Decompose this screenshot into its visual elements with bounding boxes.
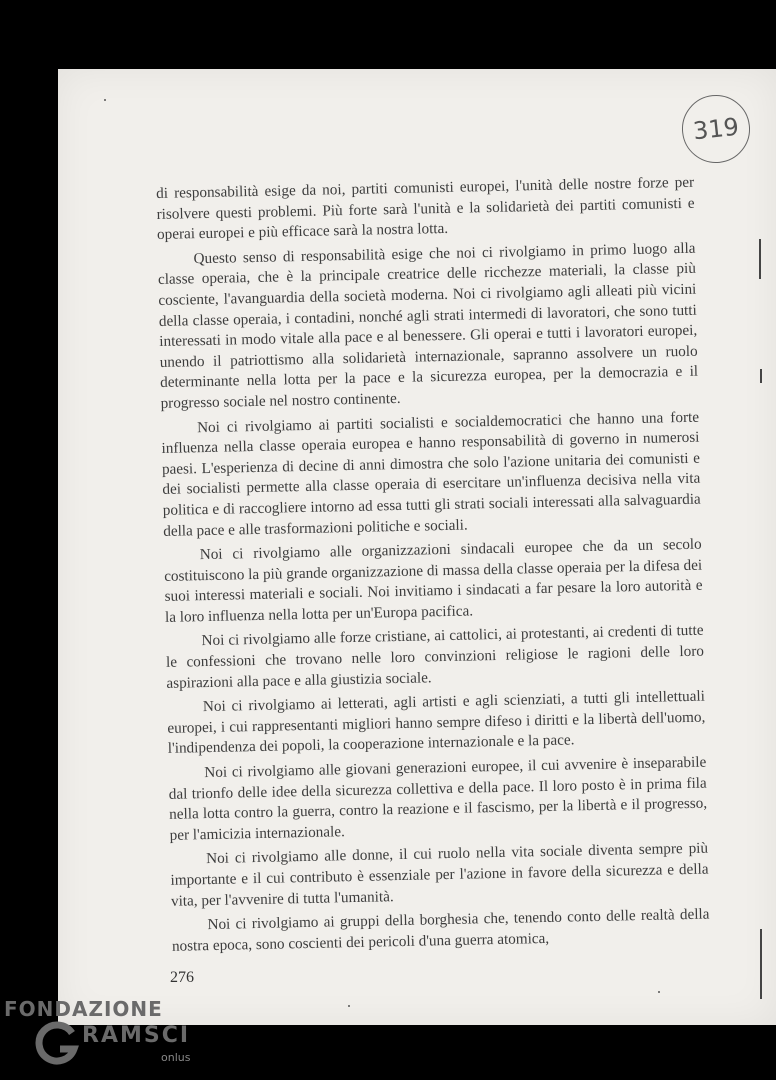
document-page: [58, 69, 776, 1025]
watermark-line1: FONDAZIONE: [4, 997, 163, 1021]
right-edge-mark: [760, 369, 762, 383]
stamp-number: 319: [691, 112, 741, 146]
archive-stamp: [679, 92, 754, 167]
paragraph: Noi ci rivolgiamo alle forze cristiane, ai cattolici, ai protestanti, ai credenti di tutte le confessioni che trovano nelle loro convinzioni religiose le ragioni delle loro aspirazioni alla pace e alla giustizia sociale.: [165, 622, 705, 692]
paragraph: Noi ci rivolgiamo alle giovani generazioni europee, il cui avvenire è inseparabile dal trionfo delle idee della sicurezza collettiva e della pace. Il loro posto è in prima fila nella lotta contro la guerra, contro la reazione e il fascismo, per la libertà e il progresso, per l'amicizia internazionale.: [168, 753, 708, 844]
paragraph: Noi ci rivolgiamo ai letterati, agli artisti e agli scienziati, a tutti gli intellettuali europei, i cui rappresentanti migliori hanno sempre difeso i diritti e la libertà dell'uomo, l'indipendenza dei popoli, la cooperazione internazionale e la pace.: [167, 687, 706, 758]
watermark-suffix: onlus: [161, 1051, 191, 1064]
paragraph: Questo senso di responsabilità esige che noi ci rivolgiamo in primo luogo alla classe operaia, che è la principale creatrice delle ricchezze materiali, la classe più cosciente, l'avanguardia della società moderna. Noi ci rivolgiamo agli alleati più vicini della classe operaia, i contadini, nonché agli strati intermedi di lavoratori, che sono tutti interessati in modo vitale alla pace e al benessere. Gli operai e tutti i lavoratori europei, unendo il patriottismo alla solidarietà internazionale, sapranno assolvere un ruolo determinante nella lotta per la pace e la sicurezza europea, per la democrazia e il progresso sociale nel nostro continente.: [157, 239, 699, 412]
right-edge-mark: [759, 239, 761, 279]
speck: [658, 991, 660, 993]
paragraph: Noi ci rivolgiamo ai partiti socialisti e socialdemocratici che hanno una forte influenza nella classe operaia europea e hanno responsabilità di governo in numerosi paesi. L'esperienza di decine di anni dimostra che solo l'azione unitaria dei comunisti e dei socialisti permette alla classe operaia di esercitare un'influenza decisiva nella vita politica e di raccogliere intorno ad essa tutti gli strati sociali interessati alla salvaguardia della pace e alle trasformazioni politiche e sociali.: [161, 408, 701, 540]
speck: [348, 1005, 350, 1007]
paragraph: Noi ci rivolgiamo alle organizzazioni sindacali europee che da un secolo costituiscono la più grande organizzazione di massa della classe operaia per la difesa dei suoi interessi materiali e sociali. Noi invitiamo i sindacati a far pesare la loro autorità e la loro influenza nella lotta per un'Europa pacifica.: [164, 535, 703, 626]
page-number: 276: [170, 969, 194, 986]
paragraph: Noi ci rivolgiamo ai gruppi della borghesia che, tenendo conto delle realtà della nostra epoca, sono coscienti dei pericoli d'una guerra atomica,: [171, 905, 710, 955]
paragraph: Noi ci rivolgiamo alle donne, il cui ruolo nella vita sociale diventa sempre più importante e il cui contributo è essenziale per l'azione in favore della sicurezza e della vita, per l'avvenire di tutta l'umanità.: [170, 839, 709, 910]
watermark-line2: RAMSCI: [82, 1023, 191, 1048]
paragraph: di responsabilità esige da noi, partiti comunisti europei, l'unità delle nostre forze per risolvere questi problemi. Più forte sarà l'unità e la solidarietà dei partiti comunisti e operai europei e più efficace sarà la nostra lotta.: [156, 173, 695, 244]
g-logo-icon: [34, 1021, 80, 1067]
fondazione-gramsci-watermark: [4, 993, 204, 1073]
right-edge-mark: [760, 929, 762, 999]
body-text: [156, 173, 710, 957]
speck: [104, 99, 106, 101]
